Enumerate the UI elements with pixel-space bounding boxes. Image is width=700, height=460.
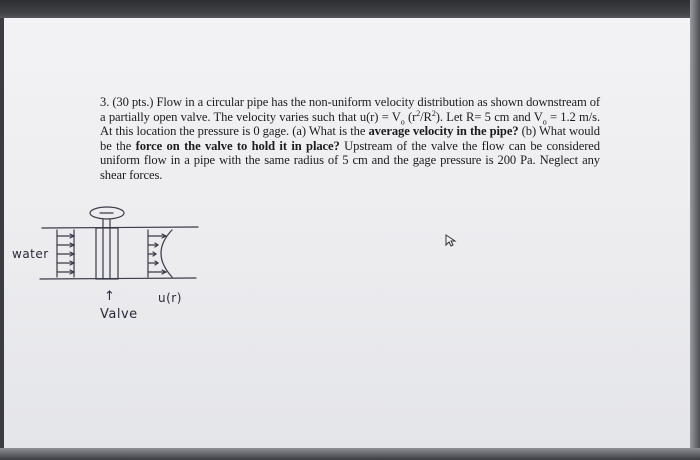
problem-text-7: Upstream of the valve the flow can be considered uniform flow in a pipe with the same radius of 5 cm and the gage pressure is 200 Pa. Neglect any shear forces.: [100, 138, 600, 182]
mouse-pointer-icon: [444, 234, 458, 248]
problem-text-4: ). Let R= 5 cm and V: [435, 109, 543, 124]
problem-text-3: /R: [420, 109, 432, 124]
problem-text-5: = 1.2 m/s. At this location the pressure is 0 gage. (a) What is the: [100, 109, 600, 139]
velocity-profile-arrows: [148, 234, 166, 274]
problem-text-6: (b) What would be the: [100, 124, 600, 153]
problem-text-2: (r: [404, 109, 417, 124]
problem-number: 3.: [100, 95, 110, 109]
valve-arrow: ↑: [104, 289, 116, 304]
pipe-top-wall: [42, 227, 198, 228]
valve-label: Valve: [100, 307, 138, 322]
valve-gate: [96, 228, 118, 279]
problem-points: (30 pts.): [112, 95, 154, 109]
bold-force-on-valve: force on the valve to hold it in place?: [135, 138, 340, 153]
subscript-o-2: o: [542, 117, 547, 127]
u-of-r-label: u(r): [158, 291, 182, 305]
problem-statement: [100, 95, 600, 183]
problem-text-1: Flow in a circular pipe has the non-uniform velocity distribution as shown downstream of a partially open valve. The velocity varies such that u(r) = V: [100, 95, 600, 124]
pipe-valve-diagram: [0, 195, 220, 295]
water-label: water: [12, 247, 49, 261]
superscript-2b: 2: [431, 108, 436, 118]
monitor-bottom-bezel: [0, 448, 700, 460]
superscript-2a: 2: [416, 108, 421, 118]
uniform-profile-arrows: [57, 234, 74, 274]
bold-average-velocity: average velocity in the pipe?: [368, 124, 519, 139]
subscript-o: o: [400, 117, 405, 127]
monitor-top-bezel: [0, 0, 700, 18]
monitor-right-bezel: [690, 0, 700, 460]
